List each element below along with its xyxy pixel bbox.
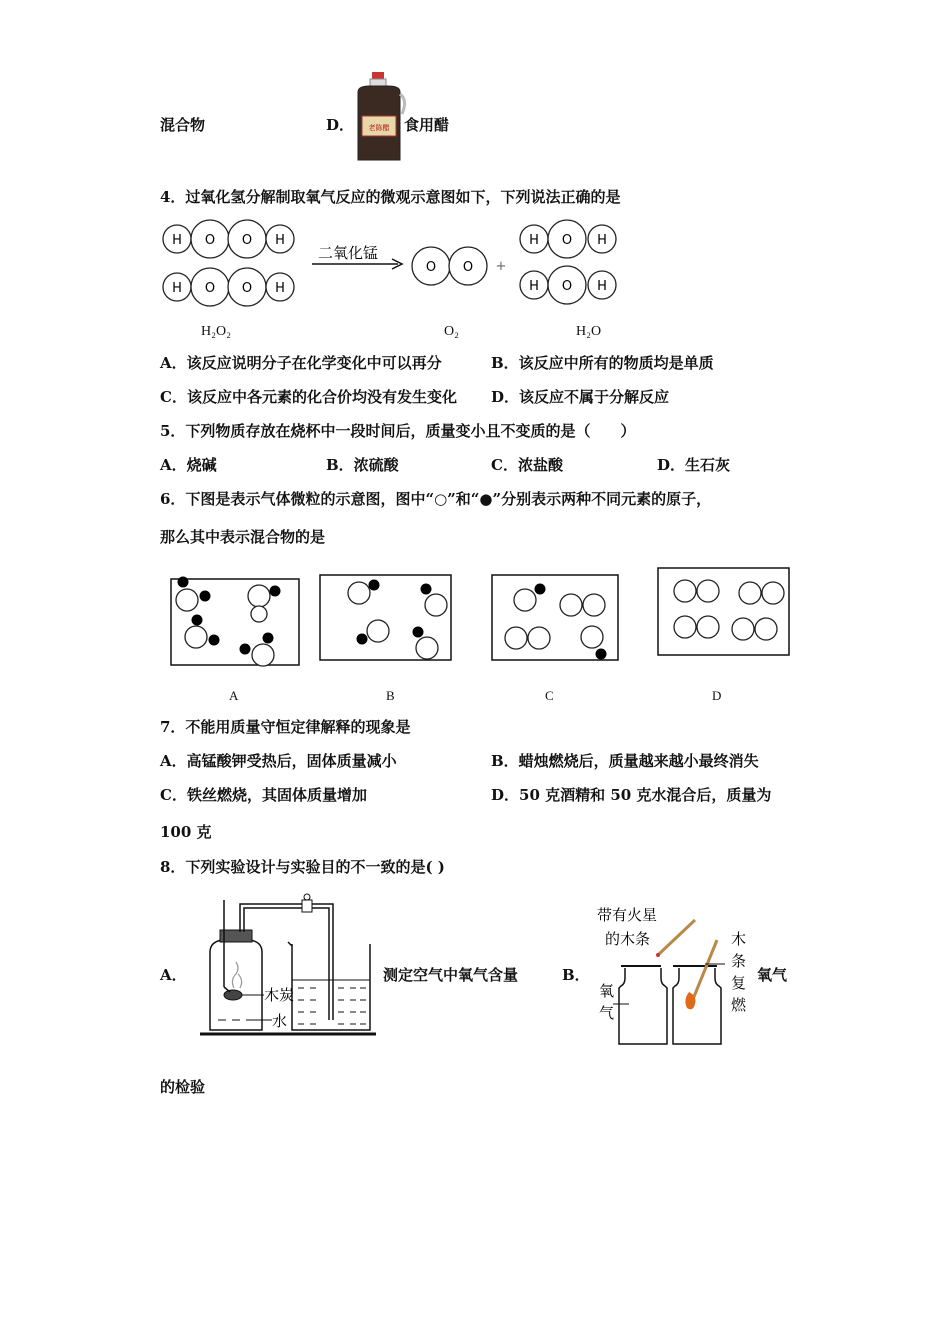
svg-text:H: H xyxy=(529,279,539,294)
svg-text:H: H xyxy=(275,233,285,248)
h2o-molecule xyxy=(520,220,616,258)
q4-option-c: C．该反应中各元素的化合价均没有发生变化 xyxy=(160,388,457,406)
svg-text:O: O xyxy=(204,233,216,248)
label-h2o2: H₂O₂ xyxy=(201,324,231,339)
q5-option-b: B．浓硫酸 xyxy=(326,456,399,474)
q4-reaction-diagram xyxy=(160,218,630,318)
relight-label-3: 复 xyxy=(731,974,747,992)
svg-text:O: O xyxy=(241,281,253,296)
particle-box-a xyxy=(171,577,299,667)
top-left-text: 混合物 xyxy=(160,116,206,134)
svg-text:O: O xyxy=(462,260,474,275)
particle-box-b xyxy=(320,575,451,660)
water-label: 水 xyxy=(272,1012,288,1030)
q7-stem: 7．不能用质量守恒定律解释的现象是 xyxy=(160,718,411,736)
glowing-stick-label-2: 的木条 xyxy=(605,930,651,948)
relight-label-2: 条 xyxy=(731,952,747,970)
q6-stem-line1: 6．下图是表示气体微粒的示意图，图中“○”和“●”分别表示两种不同元素的原子， xyxy=(160,490,712,508)
h2o2-molecule xyxy=(163,220,294,258)
apparatus-a-diagram xyxy=(200,892,380,1037)
option-d-prefix: D． xyxy=(326,116,355,134)
catalyst-label: 二氧化锰 xyxy=(317,244,379,262)
o2-molecule xyxy=(412,247,487,285)
svg-text:H: H xyxy=(275,281,285,296)
svg-text:O: O xyxy=(425,260,437,275)
label-o2: O₂ xyxy=(444,324,459,339)
q7-option-b: B．蜡烛燃烧后，质量越来越小最终消失 xyxy=(491,752,759,770)
q4-option-a: A．该反应说明分子在化学变化中可以再分 xyxy=(160,354,442,372)
q4-stem: 4．过氧化氢分解制取氧气反应的微观示意图如下，下列说法正确的是 xyxy=(160,188,621,206)
q6-caption-c: C xyxy=(545,688,554,703)
q8-option-b-prefix: B． xyxy=(562,966,590,984)
q5-option-c: C．浓盐酸 xyxy=(491,456,563,474)
q6-stem-line2: 那么其中表示混合物的是 xyxy=(160,528,326,546)
oxygen-label-1: 氧 xyxy=(599,982,615,1000)
q5-option-a: A．烧碱 xyxy=(160,456,217,474)
glowing-stick-label: 带有火星 xyxy=(597,906,658,924)
label-h2o: H₂O xyxy=(576,324,602,339)
q8-option-b-text-cont: 的检验 xyxy=(160,1078,206,1096)
particle-box-c xyxy=(492,575,618,660)
relight-label-4: 燃 xyxy=(731,996,747,1014)
svg-text:O: O xyxy=(561,279,573,294)
q6-caption-b: B xyxy=(386,688,395,703)
particle-box-d xyxy=(658,568,789,655)
h2o2-molecule xyxy=(163,268,294,306)
option-d-text: 食用醋 xyxy=(404,116,450,134)
plus-sign: + xyxy=(495,259,507,274)
q6-caption-a: A xyxy=(229,688,239,703)
relight-label-1: 木 xyxy=(731,930,747,948)
svg-text:O: O xyxy=(561,233,573,248)
svg-text:H: H xyxy=(597,279,607,294)
charcoal-label: 木炭 xyxy=(264,986,295,1004)
apparatus-b-diagram xyxy=(595,900,765,1050)
q6-caption-d: D xyxy=(712,688,722,703)
q7-option-d: D．50 克酒精和 50 克水混合后，质量为 xyxy=(491,786,772,804)
q7-option-d-cont: 100 克 xyxy=(160,823,212,841)
svg-text:O: O xyxy=(204,281,216,296)
svg-text:H: H xyxy=(529,233,539,248)
vinegar-bottle-icon xyxy=(350,70,410,165)
q4-option-b: B．该反应中所有的物质均是单质 xyxy=(491,354,714,372)
q7-option-a: A．高锰酸钾受热后，固体质量减小 xyxy=(160,752,397,770)
svg-text:H: H xyxy=(597,233,607,248)
q5-stem: 5．下列物质存放在烧杯中一段时间后，质量变小且不变质的是（ ） xyxy=(160,422,636,440)
q5-option-d: D．生石灰 xyxy=(657,456,731,474)
h2o-molecule xyxy=(520,266,616,304)
oxygen-label-2: 气 xyxy=(599,1004,615,1022)
q4-option-d: D．该反应不属于分解反应 xyxy=(491,388,670,406)
q8-option-a-text: 测定空气中氧气含量 xyxy=(383,966,519,984)
q8-stem: 8．下列实验设计与实验目的不一致的是( ) xyxy=(160,858,445,876)
svg-text:H: H xyxy=(172,281,182,296)
svg-text:H: H xyxy=(172,233,182,248)
q8-option-b-text: 氧气 xyxy=(757,966,788,984)
q6-particle-diagrams xyxy=(160,565,800,665)
q7-option-c: C．铁丝燃烧，其固体质量增加 xyxy=(160,786,367,804)
bottle-label: 老陈醋 xyxy=(368,124,390,132)
svg-text:O: O xyxy=(241,233,253,248)
q8-option-a-prefix: A． xyxy=(160,966,187,984)
